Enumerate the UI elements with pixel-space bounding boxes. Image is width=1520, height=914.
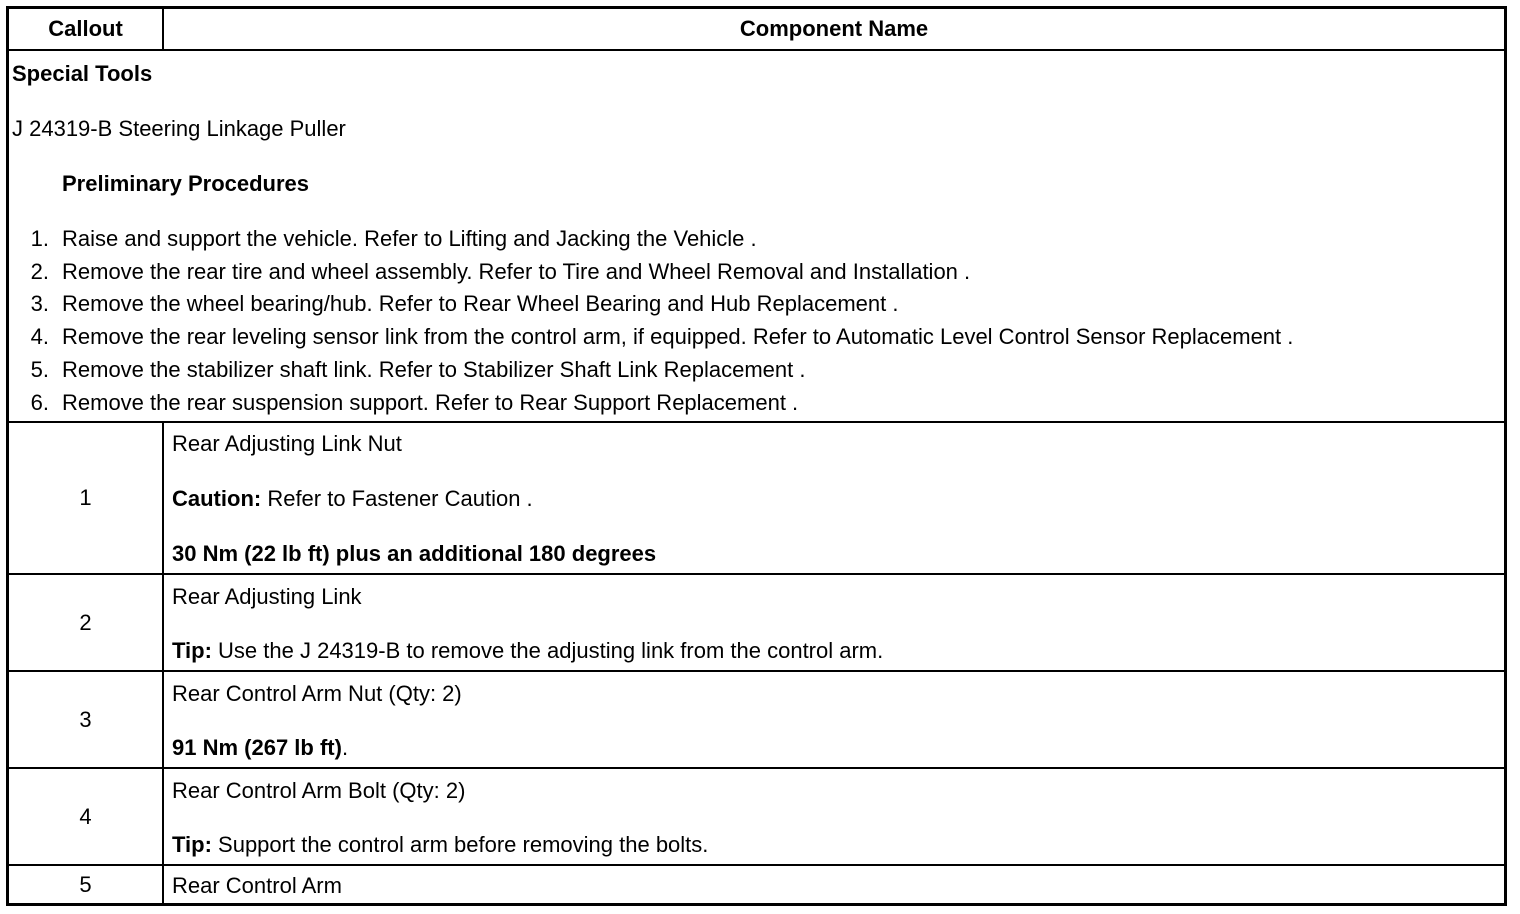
component-cell: [164, 423, 1504, 573]
component-cell: [164, 866, 1504, 903]
component-table: [6, 6, 1507, 906]
preliminary-procedures-title: Preliminary Procedures: [62, 171, 310, 196]
note-text: Support the control arm before removing the bolts.: [211, 832, 709, 857]
tip-note: [172, 638, 883, 664]
component-name: Rear Adjusting Link Nut: [172, 431, 402, 456]
component-cell: [164, 575, 1504, 670]
table-row: [9, 423, 1504, 575]
spec-value: 91 Nm (267 lb ft): [172, 735, 342, 760]
step-number: 3.: [30, 291, 49, 316]
spec-tail: .: [341, 735, 349, 760]
step-text: Remove the stabilizer shaft link. Refer to Stabilizer Shaft Link Replacement .: [62, 357, 806, 382]
component-name: Rear Control Arm Bolt (Qty: 2): [172, 778, 466, 803]
tip-note: [172, 832, 708, 858]
step-number: 6.: [30, 390, 49, 415]
table-row: [9, 672, 1504, 769]
step-text: Remove the rear suspension support. Refer to Rear Support Replacement .: [62, 390, 799, 415]
component-cell: [164, 769, 1504, 864]
component-name: Rear Adjusting Link: [172, 584, 362, 609]
callout-number: 3: [9, 672, 164, 767]
callout-number: 2: [9, 575, 164, 670]
header-callout: Callout: [9, 9, 164, 49]
note-label: Tip:: [172, 832, 212, 857]
special-tool-item: J 24319-B Steering Linkage Puller: [12, 116, 346, 141]
step-number: 5.: [30, 357, 49, 382]
callout-number: 1: [9, 423, 164, 573]
component-name: Rear Control Arm Nut (Qty: 2): [172, 681, 462, 706]
note-text: Use the J 24319-B to remove the adjusting link from the control arm.: [211, 638, 884, 663]
callout-number: 4: [9, 769, 164, 864]
callout-number: 5: [9, 866, 164, 903]
note-label: Caution:: [172, 486, 262, 511]
note-text: Refer to Fastener Caution .: [261, 486, 533, 511]
torque-spec: [172, 735, 348, 761]
step-number: 4.: [30, 324, 49, 349]
table-row: [9, 575, 1504, 672]
procedures-row: [9, 51, 1504, 423]
step-text: Raise and support the vehicle. Refer to Lifting and Jacking the Vehicle .: [62, 226, 757, 251]
special-tools-title: Special Tools: [12, 61, 153, 86]
step-number: 1.: [30, 226, 49, 251]
step-text: Remove the rear tire and wheel assembly. Refer to Tire and Wheel Removal and Installation .: [62, 259, 971, 284]
torque-spec: 30 Nm (22 lb ft) plus an additional 180 degrees: [172, 541, 657, 566]
table-row: [9, 866, 1504, 903]
component-cell: [164, 672, 1504, 767]
table-row: [9, 769, 1504, 866]
step-text: Remove the wheel bearing/hub. Refer to Rear Wheel Bearing and Hub Replacement .: [62, 291, 899, 316]
note-label: Tip:: [172, 638, 212, 663]
step-text: Remove the rear leveling sensor link from the control arm, if equipped. Refer to Automatic Level Control Sensor Replacement .: [62, 324, 1294, 349]
header-component-name: Component Name: [739, 16, 929, 41]
table-header-row: [9, 9, 1504, 51]
component-name: Rear Control Arm: [172, 873, 342, 898]
step-number: 2.: [30, 259, 49, 284]
caution-note: [172, 486, 533, 512]
